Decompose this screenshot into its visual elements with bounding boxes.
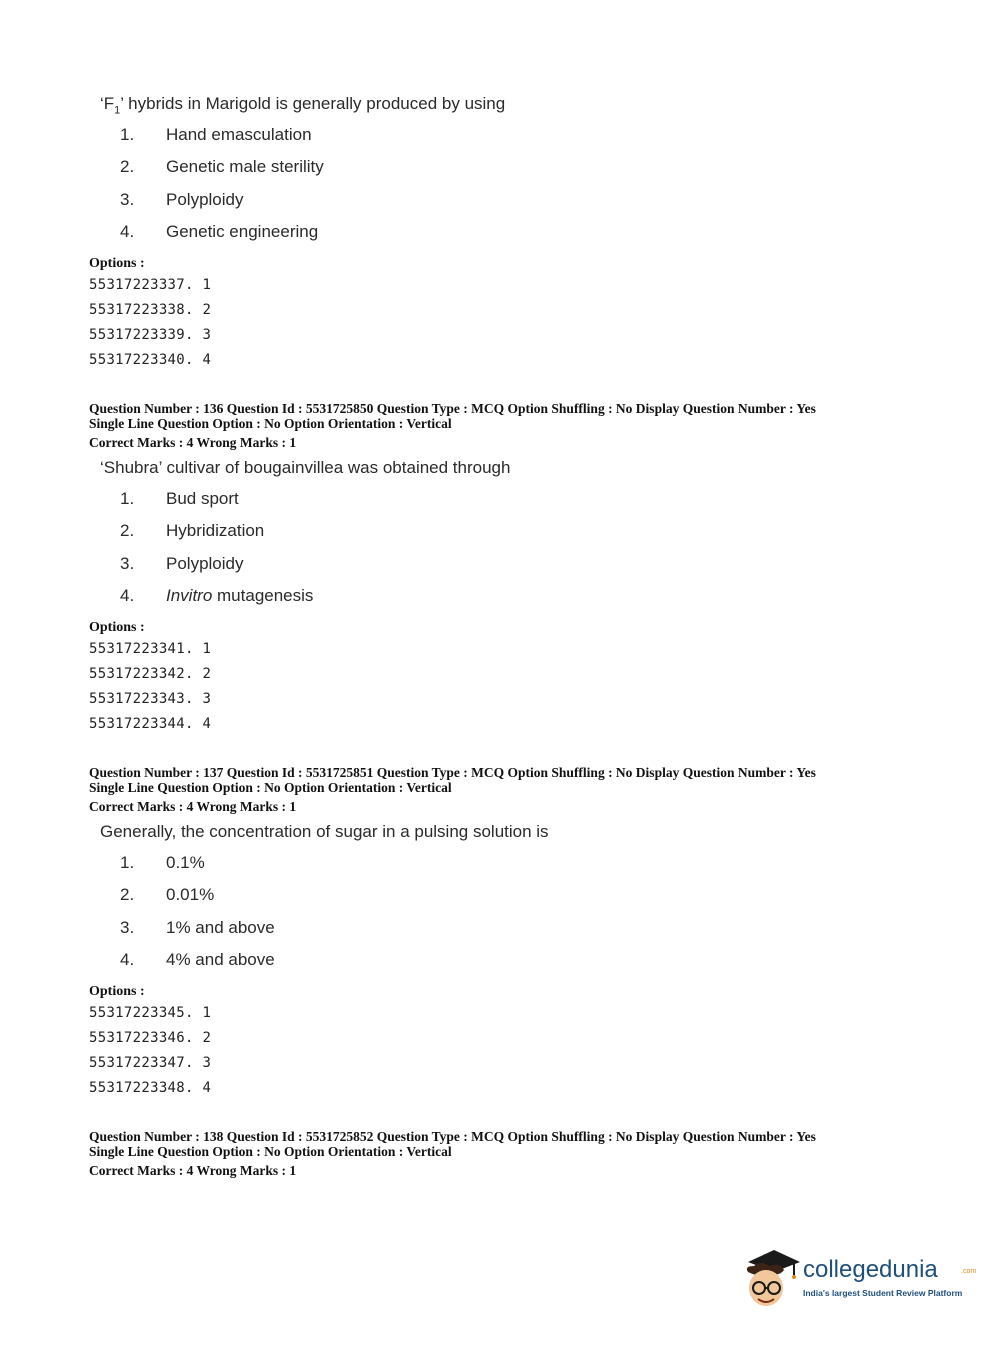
option-id: 55317223338. 2 bbox=[89, 302, 212, 318]
option-id: 55317223337. 1 bbox=[89, 277, 212, 293]
option-id: 55317223344. 4 bbox=[89, 716, 212, 732]
mascot-icon bbox=[740, 1248, 800, 1312]
option-id: 55317223343. 3 bbox=[89, 691, 212, 707]
options-label: Options : bbox=[89, 256, 145, 271]
question-137-meta: Question Number : 137 Question Id : 5531725851 Question Type : MCQ Option Shuffling : No Display Question Number : Yes Single Line Question Option : No Option Orientation : Vertical bbox=[89, 765, 816, 795]
question-135-stem: ‘$F_1$’ hybrids in Marigold is generally produced by using bbox=[100, 94, 506, 117]
options-label: Options : bbox=[89, 984, 145, 999]
logo-dot-com: .com bbox=[961, 1268, 977, 1275]
option-id: 55317223347. 3 bbox=[89, 1055, 212, 1071]
option-id: 55317223339. 3 bbox=[89, 327, 212, 343]
option-id: 55317223342. 2 bbox=[89, 666, 212, 682]
question-136-stem: ‘Shubra’ cultivar of bougainvillea was obtained through bbox=[100, 458, 511, 477]
question-138-meta: Question Number : 138 Question Id : 5531725852 Question Type : MCQ Option Shuffling : No Display Question Number : Yes Single Line Question Option : No Option Orientation : Vertical bbox=[89, 1129, 816, 1159]
option-id: 55317223346. 2 bbox=[89, 1030, 212, 1046]
option-id: 55317223340. 4 bbox=[89, 352, 212, 368]
collegedunia-logo bbox=[740, 1248, 977, 1318]
question-137-marks: Correct Marks : 4 Wrong Marks : 1 bbox=[89, 799, 297, 814]
logo-wordmark: collegedunia bbox=[803, 1256, 938, 1283]
option-id: 55317223341. 1 bbox=[89, 641, 212, 657]
logo-tagline: India's largest Student Review Platform bbox=[803, 1288, 963, 1298]
question-136-meta: Question Number : 136 Question Id : 5531725850 Question Type : MCQ Option Shuffling : No Display Question Number : Yes Single Line Question Option : No Option Orientation : Vertical bbox=[89, 401, 816, 431]
question-138-marks: Correct Marks : 4 Wrong Marks : 1 bbox=[89, 1163, 297, 1178]
option-id: 55317223345. 1 bbox=[89, 1005, 212, 1021]
question-137-stem: Generally, the concentration of sugar in a pulsing solution is bbox=[100, 822, 549, 841]
question-136-marks: Correct Marks : 4 Wrong Marks : 1 bbox=[89, 435, 297, 450]
options-label: Options : bbox=[89, 620, 145, 635]
option-id: 55317223348. 4 bbox=[89, 1080, 212, 1096]
